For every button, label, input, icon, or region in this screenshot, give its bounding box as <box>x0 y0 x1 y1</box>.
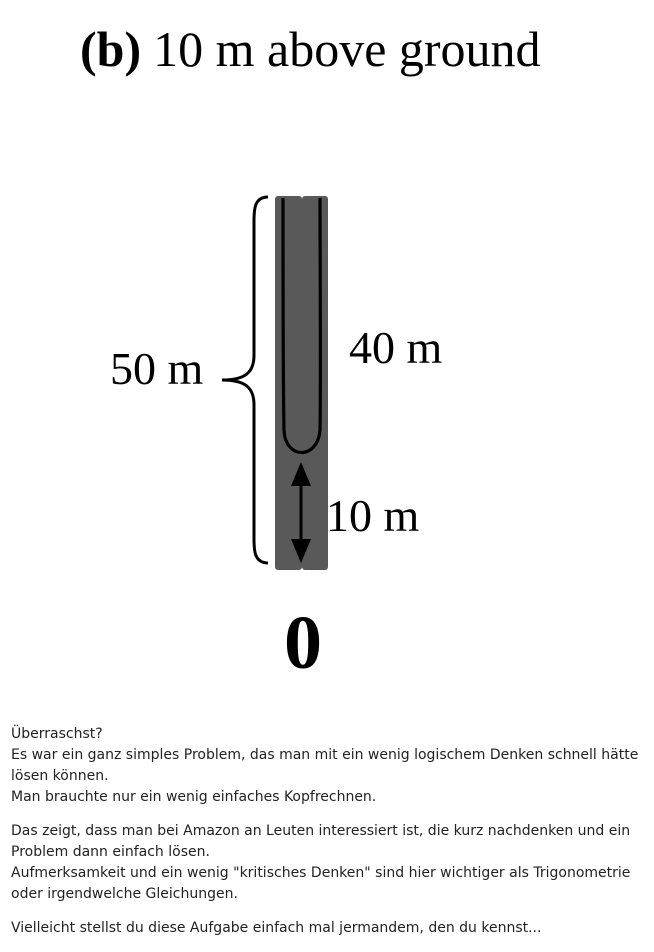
paragraph-3 <box>11 918 641 939</box>
title-text: 10 m above ground <box>153 21 541 77</box>
title-prefix: (b) <box>80 21 142 77</box>
label-ground: 0 <box>284 601 322 685</box>
text-line: Vielleicht stellst du diese Aufgabe einfach mal jermandem, den du kennst... <box>11 920 542 936</box>
text-line: Man brauchte nur ein wenig einfaches Kopfrechnen. <box>11 789 377 805</box>
paragraph-1 <box>11 724 641 808</box>
text-line: Das zeigt, dass man bei Amazon an Leuten interessiert ist, die kurz nachdenken und ein Problem dann einfach lösen. <box>11 823 631 860</box>
height-brace <box>222 197 268 563</box>
text-line: Es war ein ganz simples Problem, das man mit ein wenig logischem Denken schnell hätte lösen können. <box>11 747 639 784</box>
text-line: Aufmerksamkeit und ein wenig "kritisches Denken" sind hier wichtiger als Trigonometrie oder irgendwelche Gleichungen. <box>11 865 631 902</box>
paragraph-2 <box>11 821 641 905</box>
text-line: Überraschst? <box>11 726 103 742</box>
label-total-height: 50 m <box>110 343 204 394</box>
explanation-text <box>11 724 641 952</box>
right-pole <box>302 196 328 570</box>
figure-title <box>80 21 541 77</box>
label-upper-height: 40 m <box>349 322 443 373</box>
label-lower-height: 10 m <box>326 490 420 541</box>
left-pole <box>275 196 302 570</box>
